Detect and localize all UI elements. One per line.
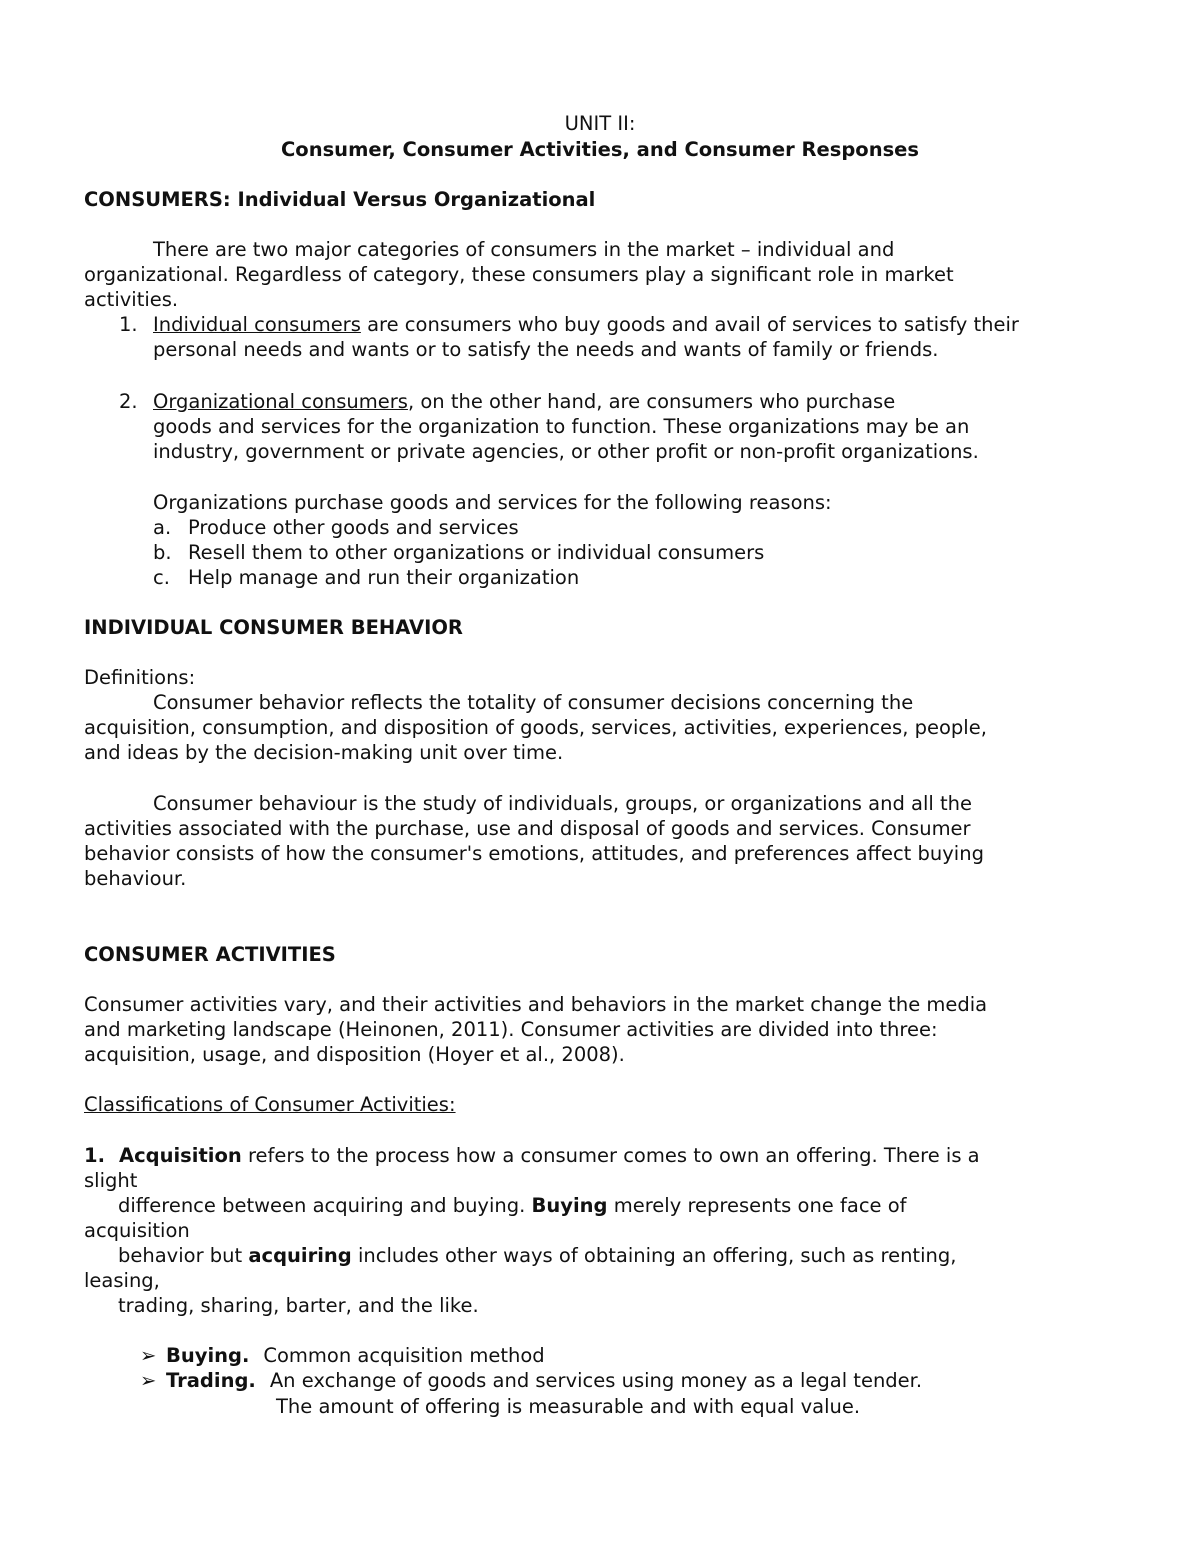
reasons-intro: Organizations purchase goods and services for the following reasons:: [153, 491, 832, 514]
reason-c: Help manage and run their organization: [188, 566, 580, 589]
trading-line-2: The amount of offering is measurable and with equal value.: [276, 1395, 861, 1418]
def2-line-3: behavior consists of how the consumer's emotions, attitudes, and preferences affect buying: [84, 842, 984, 865]
def2-line-1: Consumer behaviour is the study of individuals, groups, or organizations and all the: [153, 792, 973, 815]
section-heading-consumer-activities: CONSUMER ACTIVITIES: [84, 943, 336, 966]
trading-text: An exchange of goods and services using money as a legal tender.: [269, 1369, 923, 1392]
reason-a: Produce other goods and services: [188, 516, 519, 539]
definitions-label: Definitions:: [84, 666, 196, 689]
acquisition-line-3: [118, 1193, 907, 1218]
intro-line-2: organizational. Regardless of category, these consumers play a significant role in market: [84, 263, 954, 286]
term-buying-inline: Buying: [531, 1194, 608, 1217]
term-buying: Buying.: [166, 1344, 250, 1367]
bullet-buying: [140, 1343, 545, 1368]
term-acquiring-inline: acquiring: [248, 1244, 352, 1267]
acquisition-line-7: trading, sharing, barter, and the like.: [118, 1294, 479, 1317]
acquisition-number: 1.: [84, 1144, 105, 1167]
reason-b: Resell them to other organizations or individual consumers: [188, 541, 765, 564]
classifications-label: Classifications of Consumer Activities:: [84, 1093, 456, 1116]
term-acquisition: Acquisition: [118, 1144, 242, 1167]
unit-subtitle: Consumer, Consumer Activities, and Consumer Responses: [280, 138, 920, 161]
unit-title: UNIT II:: [564, 112, 636, 135]
def1-line-2: acquisition, consumption, and disposition of goods, services, activities, experiences, people,: [84, 716, 987, 739]
reason-letter-c: c.: [153, 566, 170, 589]
section-heading-individual-behavior: INDIVIDUAL CONSUMER BEHAVIOR: [84, 616, 463, 639]
activities-line-1: Consumer activities vary, and their activities and behaviors in the market change the media: [84, 993, 988, 1016]
item2-line-2: goods and services for the organization to function. These organizations may be an: [153, 415, 970, 438]
acq-l3-a: difference between acquiring and buying.: [118, 1194, 532, 1217]
acquisition-line-5: [118, 1243, 956, 1268]
reason-letter-b: b.: [153, 541, 172, 564]
acquisition-line-6: leasing,: [84, 1269, 160, 1292]
list-item-individual: [153, 312, 1019, 337]
acquisition-line-4: acquisition: [84, 1219, 190, 1242]
item2-text: , on the other hand, are consumers who purchase: [407, 390, 896, 413]
item2-line-3: industry, government or private agencies, or other profit or non-profit organizations.: [153, 440, 979, 463]
item1-line-2: personal needs and wants or to satisfy the needs and wants of family or friends.: [153, 338, 939, 361]
acquisition-line-1: [84, 1143, 980, 1168]
acq-l3-c: merely represents one face of: [607, 1194, 907, 1217]
def1-line-1: Consumer behavior reflects the totality of consumer decisions concerning the: [153, 691, 914, 714]
term-individual-consumers: Individual consumers: [153, 313, 361, 336]
intro-line-3: activities.: [84, 288, 179, 311]
list-item-organizational: [153, 389, 895, 414]
term-organizational-consumers: Organizational consumers: [153, 390, 408, 413]
arrow-bullet-icon: ➢: [140, 1369, 157, 1392]
buying-text: Common acquisition method: [263, 1344, 545, 1367]
bullet-trading: [140, 1368, 922, 1393]
def2-line-4: behaviour.: [84, 867, 187, 890]
acquisition-line-2: slight: [84, 1169, 138, 1192]
section-heading-consumers: CONSUMERS: Individual Versus Organizational: [84, 188, 596, 211]
arrow-bullet-icon: ➢: [140, 1344, 157, 1367]
def2-line-2: activities associated with the purchase, use and disposal of goods and services. Consumer: [84, 817, 971, 840]
list-number-2: 2.: [119, 390, 138, 413]
item1-text: are consumers who buy goods and avail of services to satisfy their: [360, 313, 1019, 336]
list-number-1: 1.: [119, 313, 138, 336]
acquisition-text: refers to the process how a consumer comes to own an offering. There is a: [241, 1144, 980, 1167]
activities-line-3: acquisition, usage, and disposition (Hoyer et al., 2008).: [84, 1043, 625, 1066]
activities-line-2: and marketing landscape (Heinonen, 2011). Consumer activities are divided into three:: [84, 1018, 938, 1041]
intro-line-1: There are two major categories of consumers in the market – individual and: [153, 238, 895, 261]
acq-l5-c: includes other ways of obtaining an offering, such as renting,: [351, 1244, 957, 1267]
acq-l5-a: behavior but: [118, 1244, 249, 1267]
term-trading: Trading.: [166, 1369, 256, 1392]
reason-letter-a: a.: [153, 516, 172, 539]
def1-line-3: and ideas by the decision-making unit over time.: [84, 741, 564, 764]
